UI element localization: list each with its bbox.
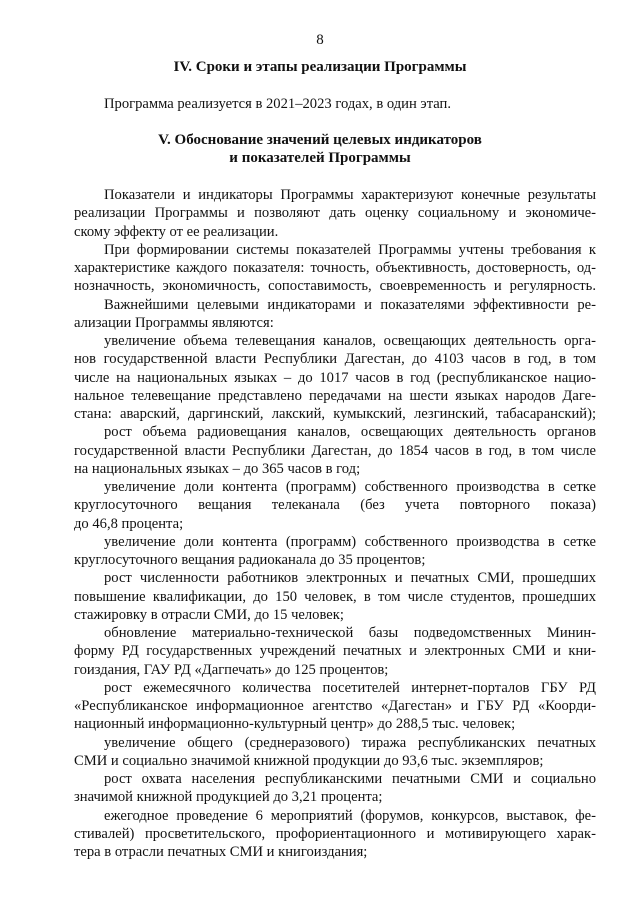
section-heading-v-line1: V. Обоснование значений целевых индикаторов bbox=[158, 132, 482, 148]
paragraph-line: национный информационно-культурный центр» до 288,5 тыс. человек; bbox=[74, 716, 516, 733]
paragraph-line: повышение квалификации, до 150 человек, в том числе студентов, прошедших bbox=[74, 588, 596, 605]
paragraph-line: государственной власти Республики Дагестан, до 1854 часов в год, в том числе bbox=[74, 442, 596, 459]
section-iv-text: Программа реализуется в 2021–2023 годах, в один этап. bbox=[104, 96, 452, 112]
paragraph-line: увеличение доли контента (программ) собственного производства в сетке bbox=[104, 479, 596, 495]
paragraph-line: реализации Программы и позволяют дать оценку социальному и экономиче- bbox=[74, 205, 596, 222]
paragraph-line: стажировку в отрасли СМИ, до 15 человек; bbox=[74, 606, 344, 623]
paragraph-line: рост охвата населения республиканскими печатными СМИ и социально bbox=[104, 771, 596, 787]
paragraph-line: скому эффекту от ее реализации. bbox=[74, 223, 279, 240]
paragraph-line: увеличение объема телевещания каналов, освещающих деятельность орга- bbox=[104, 333, 596, 349]
paragraph-line: форму РД государственных учреждений печатных и электронных СМИ и кни- bbox=[74, 643, 596, 660]
paragraph-line: круглосуточного вещания телеканала (без учета повторного показа) bbox=[74, 497, 596, 514]
section-heading-iv: IV. Сроки и этапы реализации Программы bbox=[173, 59, 467, 75]
paragraph-line: увеличение доли контента (программ) собственного производства в сетке bbox=[104, 533, 596, 550]
paragraph-line: «Республиканское информационное агентство «Дагестан» и ГБУ РД «Коорди- bbox=[74, 698, 596, 714]
paragraph-line: ежегодное проведение 6 мероприятий (форумов, конкурсов, выставок, фе- bbox=[104, 807, 596, 824]
paragraph-line: обновление материально-технической базы подведомственных Минин- bbox=[104, 625, 596, 641]
page-number: 8 bbox=[316, 32, 324, 48]
paragraph-line: характеристике каждого показателя: точность, объективность, достоверность, од- bbox=[74, 260, 596, 276]
paragraph-line: гоиздания, ГАУ РД «Дагпечать» до 125 процентов; bbox=[74, 661, 389, 678]
paragraph-line: стивалей) просветительского, профориентационного и мотивирующего харак- bbox=[74, 825, 596, 842]
paragraph-line: нов государственной власти Республики Дагестан, до 4103 часов в год, в том bbox=[74, 351, 596, 368]
paragraph-line: числе на национальных языках – до 1017 часов в год (республиканское нацио- bbox=[74, 369, 596, 386]
paragraph-line: круглосуточного вещания радиоканала до 35 процентов; bbox=[74, 552, 426, 568]
paragraph-line: СМИ и социально значимой книжной продукции до 93,6 тыс. экземпляров; bbox=[74, 752, 544, 769]
paragraph-line: увеличение общего (среднеразового) тиража республиканских печатных bbox=[104, 734, 596, 751]
paragraph-line: на национальных языках – до 365 часов в год; bbox=[74, 460, 361, 477]
paragraph-line: тера в отрасли печатных СМИ и книгоиздания; bbox=[74, 844, 368, 860]
paragraph-line: нальное телевещание представлено передачами на шести языках народов Даге- bbox=[74, 387, 596, 404]
paragraph-line: стана: аварский, даргинский, лакский, кумыкский, лезгинский, табасаранский); bbox=[74, 406, 596, 422]
paragraph-line: рост ежемесячного количества посетителей интернет-порталов ГБУ РД bbox=[104, 679, 596, 696]
paragraph-line: Важнейшими целевыми индикаторами и показателями эффективности ре- bbox=[104, 296, 596, 313]
paragraph-line: Показатели и индикаторы Программы характеризуют конечные результаты bbox=[104, 187, 596, 203]
paragraph-line: нозначность, экономичность, сопоставимость, своевременность и регулярность. bbox=[74, 278, 596, 295]
paragraph-line: до 46,8 процента; bbox=[74, 515, 184, 532]
paragraph-line: ализации Программы являются: bbox=[74, 314, 274, 331]
paragraph-line: При формировании системы показателей Программы учтены требования к bbox=[104, 241, 596, 258]
section-heading-v-line2: и показателей Программы bbox=[229, 150, 411, 166]
paragraph-line: рост численности работников электронных и печатных СМИ, прошедших bbox=[104, 570, 596, 587]
paragraph-line: рост объема радиовещания каналов, освещающих деятельность органов bbox=[104, 424, 596, 441]
paragraph-line: значимой книжной продукцией до 3,21 процента; bbox=[74, 789, 383, 806]
